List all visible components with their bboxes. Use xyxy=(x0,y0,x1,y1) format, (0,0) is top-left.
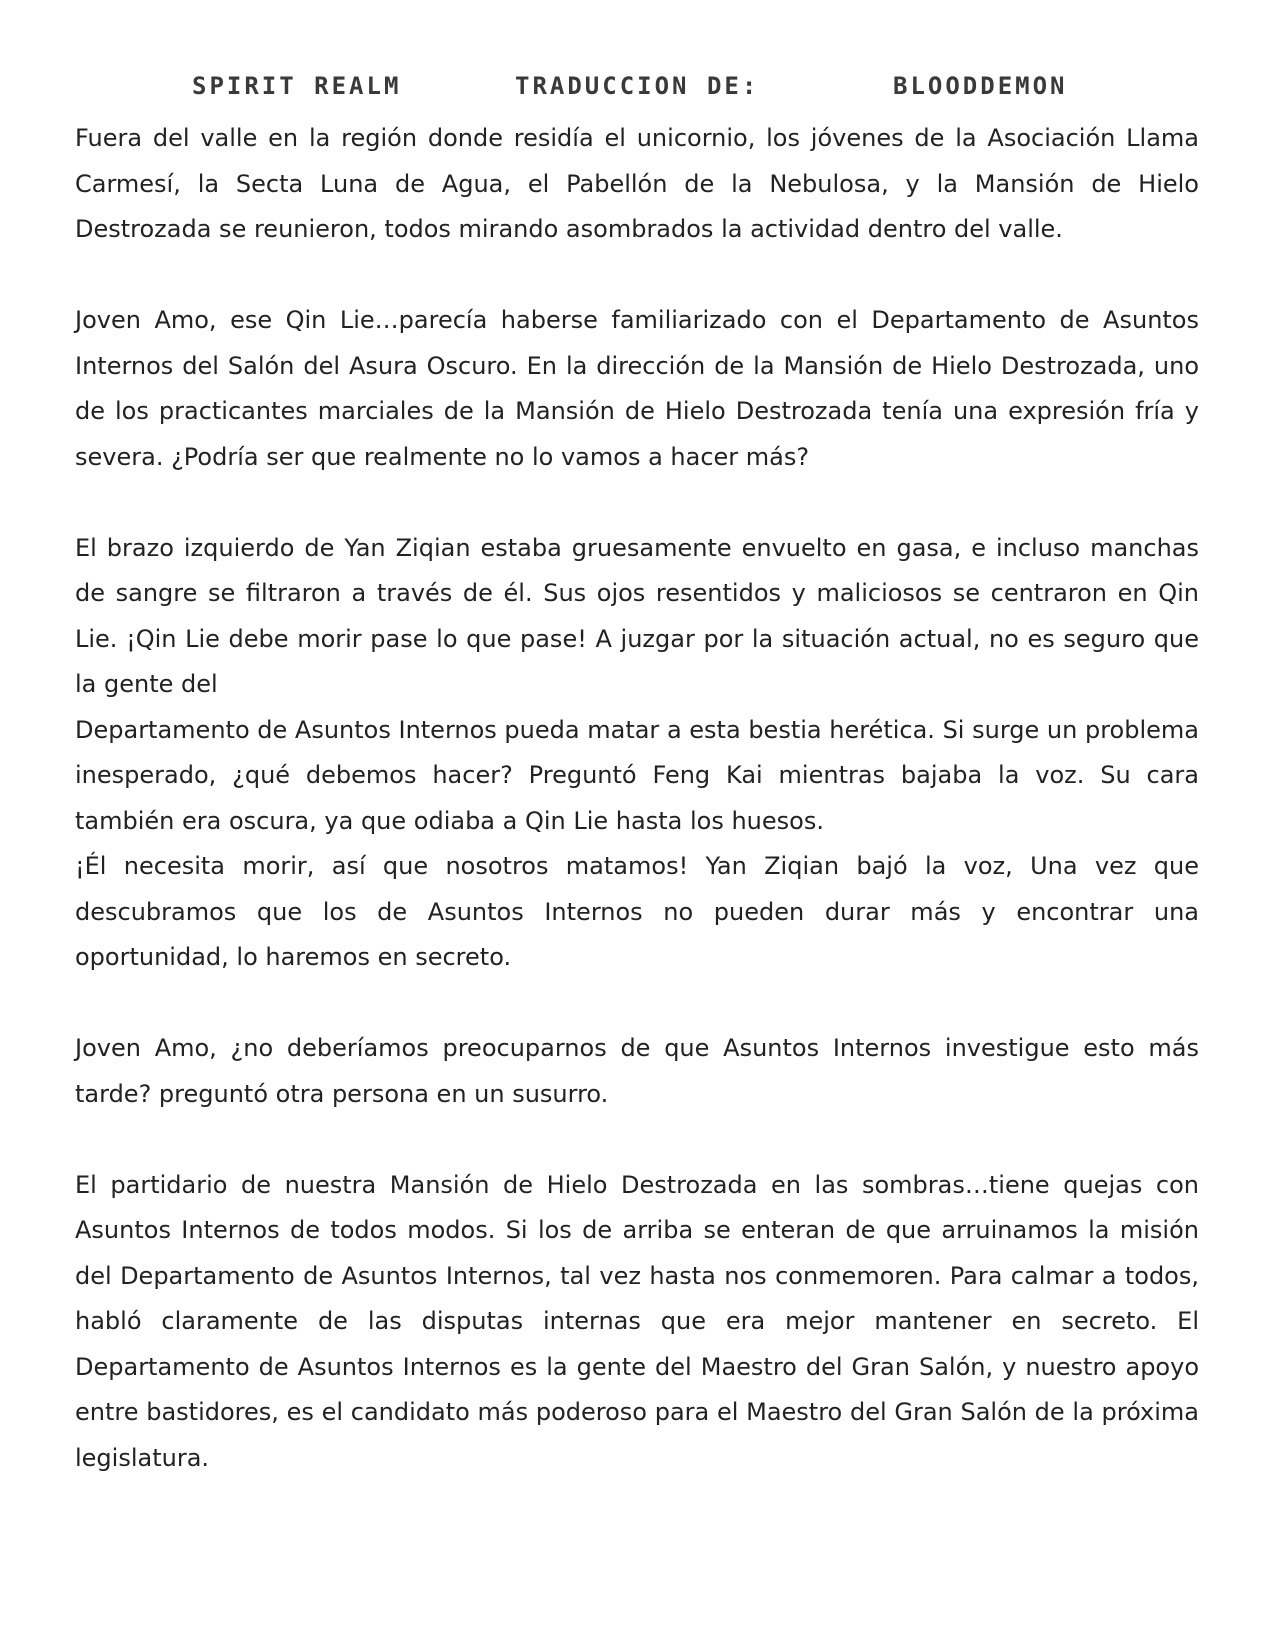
paragraph-4: Departamento de Asuntos Internos pueda matar a esta bestia herética. Si surge un problema inesperado, ¿qué debemos hacer? Preguntó Feng Kai mientras bajaba la voz. Su cara también era oscura, ya que odiaba a Qin Lie hasta los huesos. xyxy=(75,715,1199,835)
document-body xyxy=(75,116,1199,1481)
paragraph-5: ¡Él necesita morir, así que nosotros matamos! Yan Ziqian bajó la voz, Una vez que descubramos que los de Asuntos Internos no pueden durar más y encontrar una oportunidad, lo haremos en secreto. xyxy=(75,852,1199,971)
header-translation-label: TRADUCCION DE: xyxy=(515,72,760,100)
paragraph-2: Joven Amo, ese Qin Lie…parecía haberse familiarizado con el Departamento de Asuntos Internos del Salón del Asura Oscuro. En la dirección de la Mansión de Hielo Destrozada, uno de los practicantes marciales de la Mansión de Hielo Destrozada tenía una expresión fría y severa. ¿Podría ser que realmente no lo vamos a hacer más? xyxy=(75,306,1199,471)
paragraph-7: El partidario de nuestra Mansión de Hielo Destrozada en las sombras…tiene quejas con Asuntos Internos de todos modos. Si los de arriba se enteran de que arruinamos la misión del Departamento de Asuntos Internos, tal vez hasta nos conmemoren. Para calmar a todos, habló claramente de las disputas internas que era mejor mantener en secreto. El Departamento de Asuntos Internos es la gente del Maestro del Gran Salón, y nuestro apoyo entre bastidores, es el candidato más poderoso para el Maestro del Gran Salón de la próxima legislatura. xyxy=(75,1170,1199,1472)
page-header xyxy=(0,72,1275,108)
paragraph-1: Fuera del valle en la región donde residía el unicornio, los jóvenes de la Asociación Llama Carmesí, la Secta Luna de Agua, el Pabellón de la Nebulosa, y la Mansión de Hielo Destrozada se reunieron, todos mirando asombrados la actividad dentro del valle. xyxy=(75,124,1199,243)
paragraph-3: El brazo izquierdo de Yan Ziqian estaba gruesamente envuelto en gasa, e incluso manchas de sangre se filtraron a través de él. Sus ojos resentidos y maliciosos se centraron en Qin Lie. ¡Qin Lie debe morir pase lo que pase! A juzgar por la situación actual, no es seguro que la gente del xyxy=(75,533,1199,698)
paragraph-6: Joven Amo, ¿no deberíamos preocuparnos de que Asuntos Internos investigue esto más tarde? preguntó otra persona en un susurro. xyxy=(75,1034,1199,1108)
header-title: SPIRIT REALM xyxy=(192,72,402,100)
header-translator: BLOODDEMON xyxy=(893,72,1068,100)
